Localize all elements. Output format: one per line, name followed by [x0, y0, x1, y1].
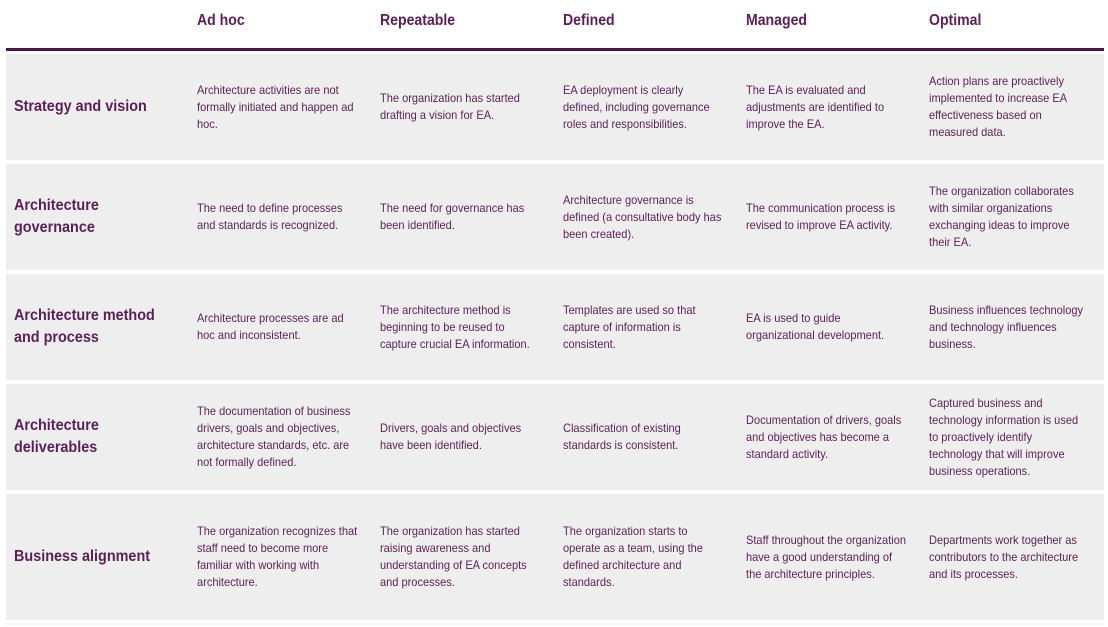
row-label: Architecture method and process: [14, 307, 155, 346]
row-label: Architecture governance: [14, 197, 99, 236]
table-cell: The organization recognizes that staff need to become more familiar with working with architecture.: [197, 524, 358, 589]
row-label: Strategy and vision: [14, 98, 147, 115]
table-row: [6, 274, 1104, 380]
column-header-repeatable: Repeatable: [380, 12, 456, 29]
table-row: [6, 494, 1104, 620]
table-cell: The architecture method is beginning to be reused to capture crucial EA information.: [380, 302, 530, 351]
table-cell: Staff throughout the organization have a good understanding of the architecture principles.: [746, 532, 906, 581]
table-cell: Architecture governance is defined (a consultative body has been created).: [563, 192, 722, 241]
column-header-managed: Managed: [746, 12, 808, 29]
table-cell: Templates are used so that capture of information is consistent.: [563, 302, 696, 351]
table-row: [6, 384, 1104, 490]
header-divider: [6, 48, 1104, 51]
bottom-border: [6, 623, 1104, 625]
table-cell: Architecture activities are not formally initiated and happen ad hoc.: [197, 82, 354, 131]
table-cell: Departments work together as contributors to the architecture and its processes.: [929, 532, 1079, 581]
table-cell: The communication process is revised to improve EA activity.: [746, 201, 896, 232]
table-cell: EA deployment is clearly defined, including governance roles and responsibilities.: [563, 82, 710, 131]
table-cell: Drivers, goals and objectives have been identified.: [380, 421, 522, 452]
row-label: Architecture deliverables: [14, 417, 99, 456]
table-cell: Action plans are proactively implemented to increase EA effectiveness based on measured data.: [929, 74, 1067, 139]
table-cell: Documentation of drivers, goals and objectives has become a standard activity.: [746, 412, 902, 461]
table-cell: Business influences technology and technology influences business.: [929, 302, 1084, 351]
table-cell: The organization has started raising awareness and understanding of EA concepts and processes.: [380, 524, 527, 589]
table-cell: Captured business and technology information is used to proactively identify technology that will improve business operations.: [929, 395, 1079, 478]
table-row: [6, 164, 1104, 270]
table-cell: The need for governance has been identified.: [380, 201, 525, 232]
table-cell: Architecture processes are ad hoc and inconsistent.: [197, 311, 344, 342]
table-header: [0, 0, 1108, 48]
column-header-ad-hoc: Ad hoc: [197, 12, 245, 29]
table-cell: The organization collaborates with similar organizations exchanging ideas to improve their EA.: [929, 184, 1074, 249]
table-cell: The need to define processes and standards is recognized.: [197, 201, 343, 232]
table-cell: EA is used to guide organizational development.: [746, 311, 885, 342]
table-cell: The organization has started drafting a vision for EA.: [380, 91, 520, 122]
table-cell: The EA is evaluated and adjustments are identified to improve the EA.: [746, 82, 885, 131]
table-cell: The organization starts to operate as a team, using the defined architecture and standards.: [563, 524, 703, 589]
column-header-defined: Defined: [563, 12, 615, 29]
table-cell: The documentation of business drivers, goals and objectives, architecture standards, etc. are not formally defined.: [197, 404, 351, 469]
column-header-optimal: Optimal: [929, 12, 982, 29]
table-row: [6, 54, 1104, 160]
table-cell: Classification of existing standards is consistent.: [563, 421, 681, 452]
row-label: Business alignment: [14, 548, 151, 565]
